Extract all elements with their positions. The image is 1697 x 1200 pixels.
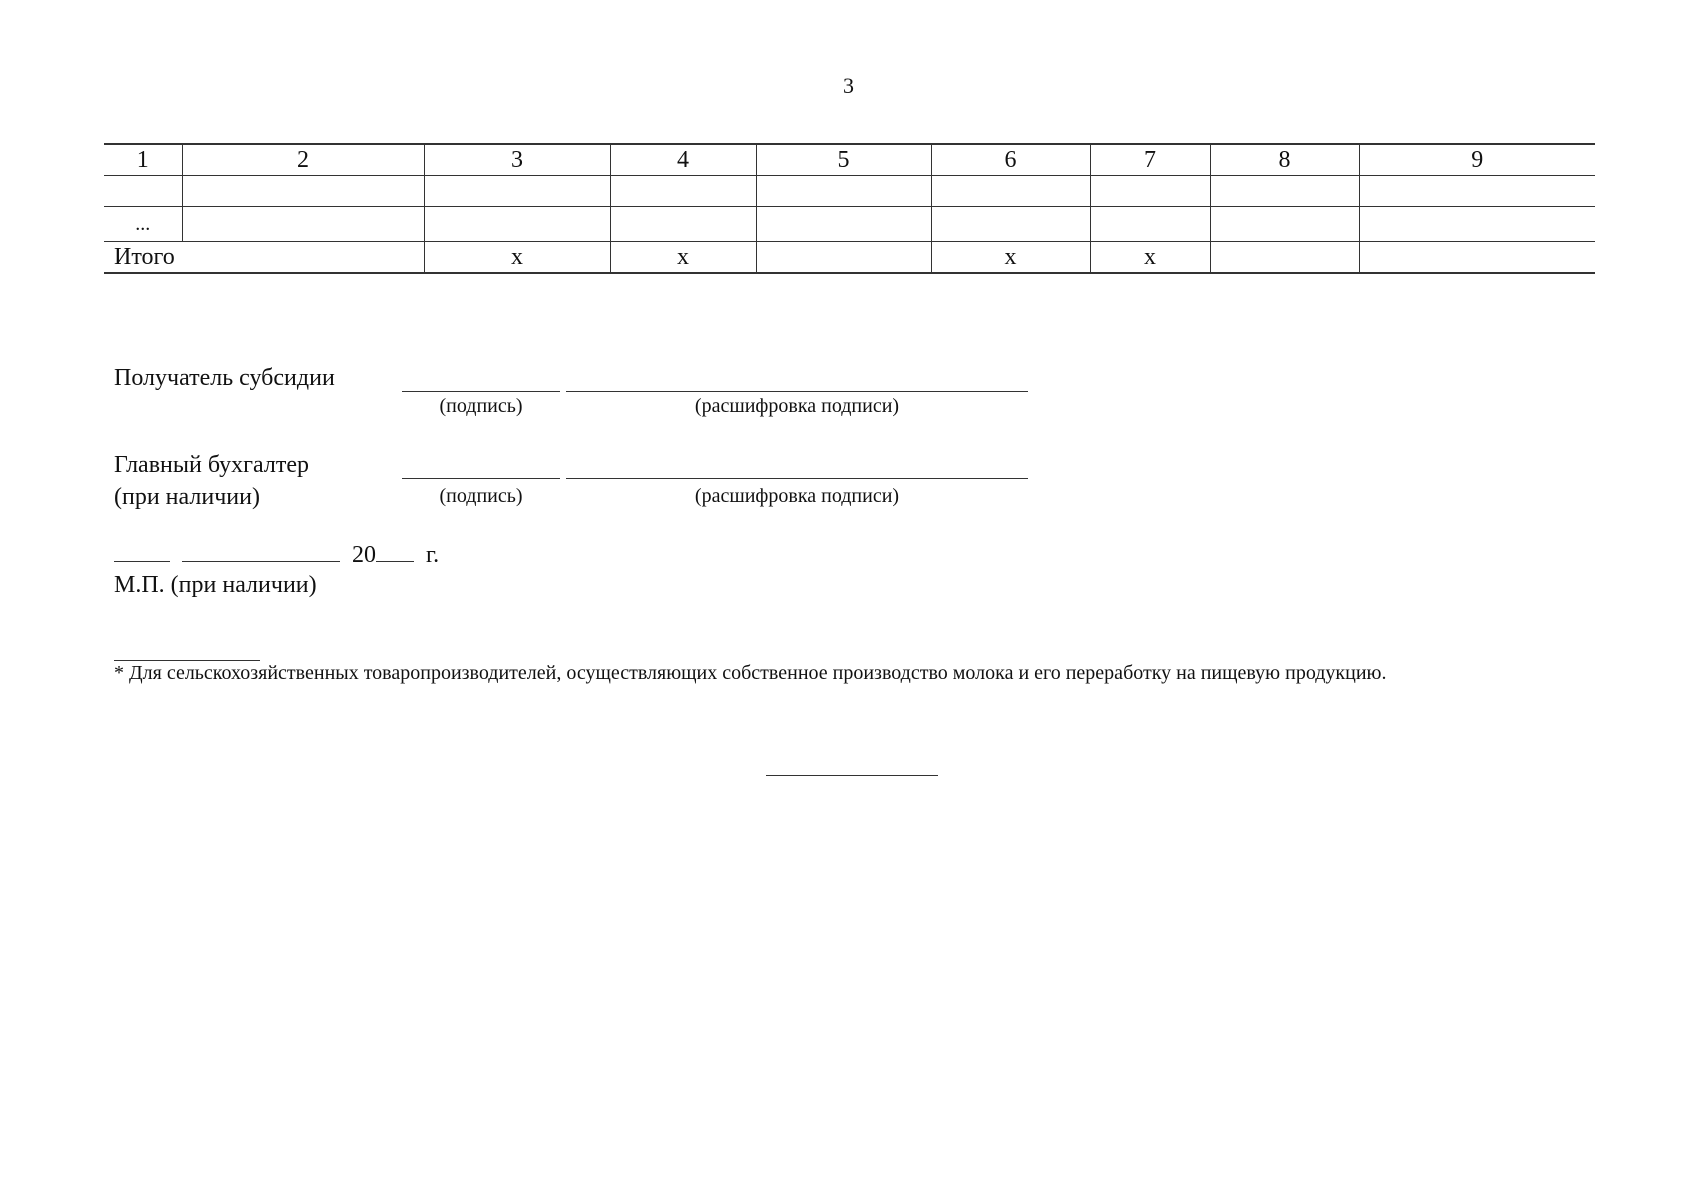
table-cell bbox=[182, 207, 424, 242]
table-cell bbox=[424, 207, 610, 242]
column-number-2: 2 bbox=[182, 144, 424, 176]
year-suffix: г. bbox=[426, 542, 440, 568]
stamp-label: М.П. (при наличии) bbox=[114, 572, 317, 598]
total-cell-8 bbox=[1210, 242, 1359, 274]
year-prefix: 20 bbox=[352, 542, 376, 568]
accountant-label-note: (при наличии) bbox=[114, 484, 260, 510]
column-number-7: 7 bbox=[1090, 144, 1210, 176]
column-number-4: 4 bbox=[610, 144, 756, 176]
table-cell bbox=[931, 176, 1090, 207]
recipient-signature-line[interactable] bbox=[402, 391, 560, 392]
table-cell bbox=[1090, 207, 1210, 242]
table-header-row bbox=[104, 144, 1595, 176]
report-table bbox=[104, 143, 1595, 274]
page-number: 3 bbox=[843, 73, 854, 98]
column-number-5: 5 bbox=[756, 144, 931, 176]
footnote-marker: * bbox=[114, 662, 124, 684]
table-cell bbox=[1210, 207, 1359, 242]
table-cell bbox=[756, 176, 931, 207]
accountant-label: Главный бухгалтер bbox=[114, 452, 309, 478]
table-cell bbox=[1090, 176, 1210, 207]
total-label: Итого bbox=[104, 242, 424, 274]
date-row bbox=[114, 541, 439, 569]
recipient-label: Получатель субсидии bbox=[114, 365, 335, 391]
accountant-decryption-caption: (расшифровка подписи) bbox=[694, 485, 900, 507]
year-blank[interactable] bbox=[376, 541, 414, 562]
table-row bbox=[104, 176, 1595, 207]
accountant-decryption-line[interactable] bbox=[566, 478, 1028, 479]
column-number-8: 8 bbox=[1210, 144, 1359, 176]
table-cell bbox=[931, 207, 1090, 242]
table-cell bbox=[1210, 176, 1359, 207]
total-cell-4: х bbox=[610, 242, 756, 274]
accountant-signature-line[interactable] bbox=[402, 478, 560, 479]
recipient-decryption-line[interactable] bbox=[566, 391, 1028, 392]
table-cell bbox=[104, 176, 182, 207]
month-blank[interactable] bbox=[182, 541, 340, 562]
total-row bbox=[104, 242, 1595, 274]
column-number-3: 3 bbox=[424, 144, 610, 176]
total-cell-5 bbox=[756, 242, 931, 274]
total-cell-3: х bbox=[424, 242, 610, 274]
accountant-signature-caption: (подпись) bbox=[439, 485, 523, 507]
column-number-1: 1 bbox=[104, 144, 182, 176]
table-cell bbox=[424, 176, 610, 207]
ellipsis-cell: ... bbox=[104, 207, 182, 242]
table-cell bbox=[610, 207, 756, 242]
table-cell bbox=[756, 207, 931, 242]
total-cell-7: х bbox=[1090, 242, 1210, 274]
table-cell bbox=[1359, 176, 1595, 207]
footnote-text: Для сельскохозяйственных товаропроизводителей, осуществляющих собственное производство молока и его переработку на пищевую продукцию. bbox=[129, 662, 1387, 684]
recipient-decryption-caption: (расшифровка подписи) bbox=[694, 395, 900, 417]
recipient-signature-caption: (подпись) bbox=[439, 395, 523, 417]
total-cell-9 bbox=[1359, 242, 1595, 274]
table-row bbox=[104, 207, 1595, 242]
table-cell bbox=[182, 176, 424, 207]
table-cell bbox=[610, 176, 756, 207]
total-cell-6: х bbox=[931, 242, 1090, 274]
footnote-separator bbox=[114, 660, 260, 661]
footnote bbox=[114, 662, 1386, 685]
column-number-9: 9 bbox=[1359, 144, 1595, 176]
table-cell bbox=[1359, 207, 1595, 242]
end-separator-line bbox=[766, 775, 938, 776]
column-number-6: 6 bbox=[931, 144, 1090, 176]
day-blank[interactable] bbox=[114, 541, 170, 562]
